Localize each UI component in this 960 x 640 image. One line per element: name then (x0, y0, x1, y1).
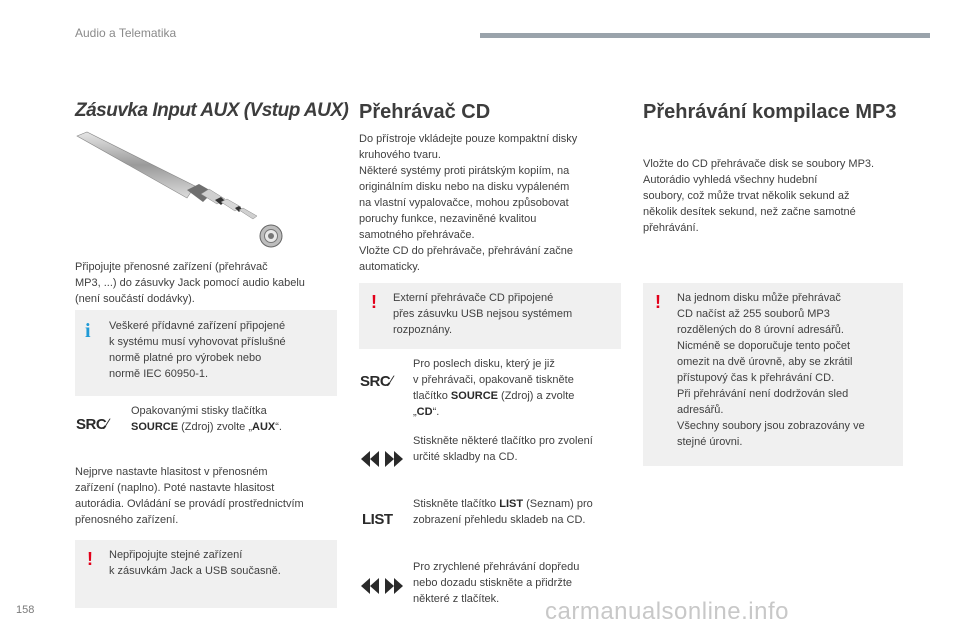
jack-plug-illustration (75, 128, 295, 253)
aux-intro-text: Připojujte přenosné zařízení (přehrávač MP3, ...) do zásuvky Jack pomocí audio kabelu (není součástí dodávky). (75, 261, 305, 305)
header-title: Audio a Telematika (75, 26, 177, 40)
cd-list-text: Stiskněte tlačítko LIST (Seznam) pro zobrazení přehledu skladeb na CD. (413, 498, 593, 526)
aux-info-text: Veškeré přídavné zařízení připojené k systému musí vyhovovat příslušné normě platné pro výrobek nebo normě IEC 60950-1. (109, 320, 286, 380)
warning-icon: ! (371, 292, 377, 312)
cd-heading: Přehrávač CD (359, 101, 491, 123)
src-button-icon (76, 416, 108, 433)
src-button-icon (360, 373, 392, 390)
src-icon-label: SRC (360, 373, 391, 390)
mp3-intro-text: Vložte do CD přehrávače disk se soubory MP3. Autorádio vyhledá všechny hudební soubory, což může trvat několik sekund až několik desítek sekund, než začne samotné přehrávání. (643, 158, 875, 234)
header-bar (480, 33, 930, 38)
cd-warning-text: Externí přehrávače CD připojené přes zásuvku USB nejsou systémem rozpoznány. (393, 292, 573, 336)
skip-buttons-icon (360, 450, 404, 468)
aux-info-box (75, 310, 337, 396)
info-icon: i (85, 320, 91, 342)
cd-ff-text: Pro zrychlené přehrávání dopředu nebo dozadu stiskněte a přidržte některé z tlačítek. (413, 561, 580, 605)
page-number: 158 (16, 604, 35, 616)
list-button-icon: LIST (362, 511, 393, 528)
fast-forward-buttons-icon (360, 577, 404, 595)
mp3-heading: Přehrávání kompilace MP3 (643, 101, 897, 123)
src-icon-label: SRC (76, 416, 107, 433)
src-arrow-icon: ∕ (106, 416, 109, 433)
cd-skip-text: Stiskněte některé tlačítko pro zvolení určité skladby na CD. (413, 435, 593, 463)
cd-warning-box (359, 283, 621, 349)
cd-source-text: Pro poslech disku, který je již v přehrávači, opakovaně tiskněte tlačítko SOURCE (Zdroj) a zvolte „CD“. (413, 358, 575, 418)
mp3-warning-box (643, 283, 903, 466)
aux-source-text: Opakovanými stisky tlačítka SOURCE (Zdroj) zvolte „AUX“. (131, 405, 282, 433)
aux-volume-text: Nejprve nastavte hlasitost v přenosném zařízení (naplno). Poté nastavte hlasitost autorádia. Ovládání se provádí prostřednictvím přenosného zařízení. (75, 466, 304, 526)
src-arrow-icon: ∕ (390, 373, 393, 390)
warning-icon: ! (87, 549, 93, 569)
watermark: carmanualsonline.info (545, 598, 789, 625)
aux-heading: Zásuvka Input AUX (Vstup AUX) (75, 100, 349, 121)
mp3-warning-text: Na jednom disku může přehrávač CD načíst až 255 souborů MP3 rozdělených do 8 úrovní adresářů. Nicméně se doporučuje tento počet omezit na dvě úrovně, aby se zkrátil přístupový čas k přehrávání CD. Při přehrávání není dodržován sled adresářů. Všechny soubory jsou zobrazovány ve stejné úrovni. (677, 292, 865, 448)
cd-intro-text: Do přístroje vkládejte pouze kompaktní disky kruhového tvaru. Některé systémy proti pirátským kopiím, na originálním disku nebo na disku vypáleném na vlastní vypalovačce, mohou způsobovat poruchy funkce, nezaviněné kvalitou samotného přehrávače. Vložte CD do přehrávače, přehrávání začne automaticky. (359, 133, 578, 273)
aux-warning-text: Nepřipojujte stejné zařízení k zásuvkám Jack a USB současně. (109, 549, 281, 577)
warning-icon: ! (655, 292, 661, 312)
aux-warning-box (75, 540, 337, 608)
